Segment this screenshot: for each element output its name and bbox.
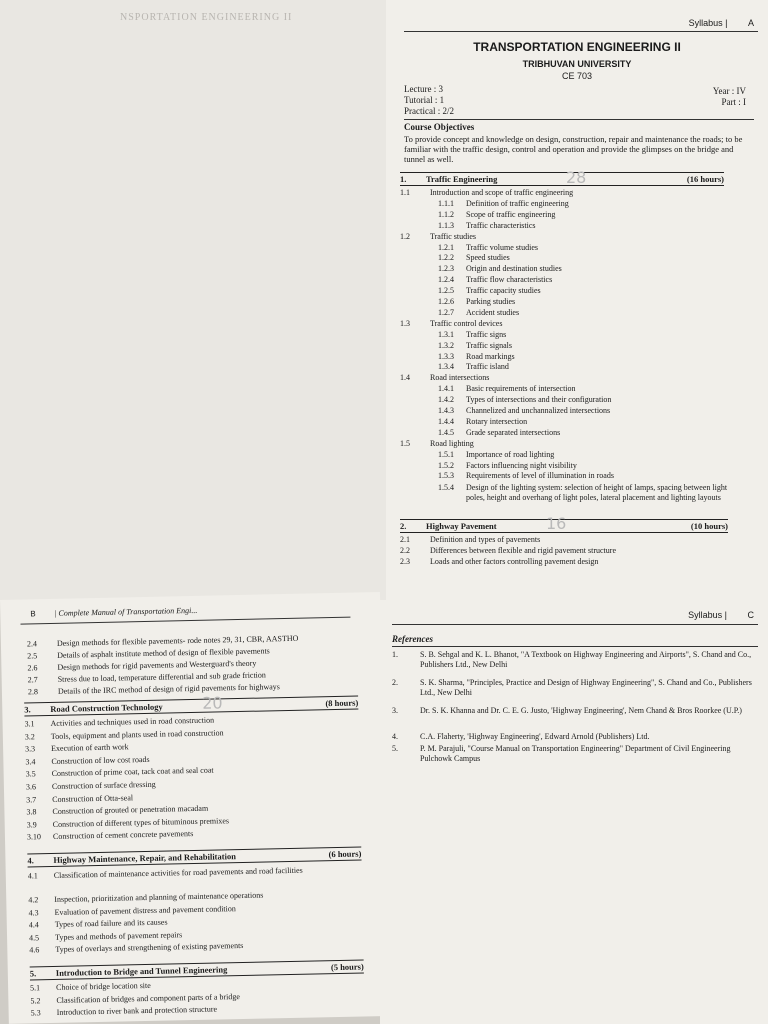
- unit-3-header: [24, 696, 358, 717]
- topic-text: Types of road failure and its causes: [54, 917, 168, 929]
- topic-text: Rotary intersection: [466, 416, 528, 426]
- topic-number: 5.: [392, 744, 398, 753]
- topic-text: Construction of different types of bituminous premixes: [52, 816, 230, 829]
- unit-number: 3.: [24, 704, 31, 715]
- objectives-heading: Course Objectives: [404, 122, 475, 132]
- topic-number: 1.2.6: [438, 297, 454, 306]
- unit-number: 2.: [400, 521, 407, 531]
- topic-number: 2.5: [27, 651, 38, 661]
- topic-text: Speed studies: [466, 253, 510, 263]
- topic-number: 1.4.4: [438, 416, 454, 426]
- topic-text: Design of the lighting system: selection of height of lamps, spacing between light poles, height and overhang of light poles, lateral placement and lighting layouts: [466, 483, 728, 502]
- topic-number: 1.5.4: [438, 483, 454, 492]
- topic-text: Types of intersections and their configuration: [466, 395, 612, 405]
- topic-text: Accident studies: [466, 307, 520, 317]
- topic-text: Stress due to load, temperature differential and sub grade friction: [57, 670, 266, 684]
- show-through-text: NSPORTATION ENGINEERING II: [120, 12, 293, 23]
- topic-number: 1.: [392, 650, 398, 659]
- topic-text: Design methods for rigid pavements and Westerguard's theory: [57, 658, 257, 672]
- unit-1-header: [400, 172, 724, 186]
- topic-text: Activities and techniques used in road construction: [50, 715, 215, 728]
- topic-number: 2.6: [27, 663, 38, 673]
- topic-number: 1.2.5: [438, 286, 454, 296]
- topic-number: 4.4: [28, 920, 39, 930]
- topic-number: 1.2.7: [438, 307, 454, 317]
- topic-number: 3.1: [24, 719, 35, 729]
- year: Year : IV: [712, 86, 746, 96]
- references-rule: [392, 646, 758, 647]
- topic-text: Tools, equipment and plants used in road construction: [50, 727, 224, 741]
- topic-number: 1.3.3: [438, 351, 454, 361]
- handwritten-note: 28: [566, 168, 587, 187]
- topic-number: 1.1.2: [438, 209, 454, 219]
- topic-number: 1.2.4: [438, 275, 454, 285]
- syllabus-page-b: [0, 592, 389, 1024]
- topic-text: S. B. Sehgal and K. L. Bhanot, "A Textbook on Highway Engineering and Airports", S. Chand and Co., Publishers Ltd., New Delhi: [420, 650, 752, 669]
- topic-number: 3.4: [25, 757, 36, 767]
- topic-text: Introduction to river bank and protection structure: [56, 1004, 218, 1017]
- topic-number: 2.8: [27, 687, 39, 697]
- handwritten-note: 16: [546, 514, 567, 533]
- page-number: A: [747, 18, 754, 28]
- topic-number: 1.4.5: [438, 427, 454, 437]
- unit-number: 1.: [400, 174, 407, 184]
- lecture-hours: Lecture : 3: [404, 84, 443, 94]
- topic-text: Road markings: [466, 351, 515, 361]
- topic-number: 3.8: [26, 807, 37, 817]
- topic-text: Basic requirements of intersection: [466, 384, 576, 394]
- syllabus-page-a: [386, 0, 768, 600]
- topic-text: Parking studies: [466, 297, 516, 306]
- syllabus-page-c: [380, 600, 768, 1024]
- practical-hours: Practical : 2/2: [404, 106, 454, 116]
- topic-number: 4.5: [28, 932, 40, 942]
- unit-hours: (8 hours): [325, 697, 359, 709]
- topic-text: Construction of grouted or penetration macadam: [52, 803, 209, 817]
- topic-text: Grade separated intersections: [466, 427, 561, 437]
- unit-title: Highway Pavement: [426, 521, 497, 531]
- year-part-block: [713, 86, 746, 108]
- course-title: TRANSPORTATION ENGINEERING II: [473, 40, 681, 54]
- header-label: Syllabus |: [688, 18, 728, 28]
- hours-block: [404, 84, 454, 117]
- unit-hours: (6 hours): [328, 848, 362, 860]
- topic-text: Introduction and scope of traffic engineering: [430, 188, 574, 197]
- topic-text: Importance of road lighting: [466, 449, 555, 459]
- part: Part : I: [721, 97, 746, 107]
- topic-text: Traffic flow characteristics: [466, 275, 553, 285]
- topic-text: Differences between flexible and rigid pavement structure: [430, 546, 616, 555]
- topic-text: Definition of traffic engineering: [466, 198, 569, 208]
- topic-number: 5.1: [30, 983, 41, 993]
- topic-number: 1.3.4: [438, 362, 454, 372]
- topic-number: 1.3: [400, 318, 410, 328]
- topic-text: Construction of cement concrete pavements: [52, 829, 194, 842]
- topic-text: Traffic island: [466, 362, 509, 372]
- topic-text: Construction of low cost roads: [51, 754, 150, 766]
- page-header: [689, 18, 754, 28]
- unit-5-header: [30, 959, 364, 980]
- unit-hours: (10 hours): [690, 521, 728, 531]
- topic-text: Definition and types of pavements: [430, 535, 541, 544]
- topic-text: Types of overlays and strengthening of existing pavements: [55, 940, 244, 954]
- topic-text: Inspection, prioritization and planning of maintenance operations: [54, 890, 264, 904]
- topic-number: 4.1: [27, 871, 38, 881]
- unit-title: Traffic Engineering: [426, 174, 498, 184]
- unit-title: Road Construction Technology: [50, 701, 163, 714]
- topic-text: Classification of maintenance activities for road pavements and road facilities: [53, 865, 303, 880]
- topic-number: 4.3: [28, 907, 39, 917]
- topic-number: 2.2: [400, 546, 410, 555]
- topic-text: Road lighting: [430, 438, 474, 448]
- page-number: B: [30, 609, 36, 619]
- topic-number: 1.2.3: [438, 264, 454, 274]
- topic-text: Traffic characteristics: [466, 220, 536, 230]
- topic-text: Details of asphalt institute method of design of flexible pavements: [57, 646, 270, 660]
- topic-number: 2.3: [400, 557, 410, 566]
- topic-number: 3.5: [25, 769, 36, 779]
- topic-text: Traffic signals: [466, 340, 512, 350]
- topic-text: Construction of surface dressing: [51, 779, 156, 791]
- handwritten-note: 20: [202, 693, 223, 713]
- topic-number: 1.3.1: [438, 329, 454, 339]
- header-label: Syllabus |: [688, 610, 727, 620]
- topic-number: 4.2: [28, 895, 39, 905]
- topic-number: 2.4: [26, 639, 38, 649]
- topic-text: Scope of traffic engineering: [466, 209, 556, 219]
- page-number: C: [747, 610, 754, 620]
- topic-number: 4.6: [29, 945, 40, 955]
- topic-text: C.A. Flaherty, 'Highway Engineering', Edward Arnold (Publishers) Ltd.: [420, 732, 650, 741]
- tutorial-hours: Tutorial : 1: [404, 95, 445, 105]
- header-rule: [404, 31, 758, 32]
- topic-number: 3.7: [26, 794, 37, 805]
- references-heading: References: [392, 634, 433, 644]
- blank-page-back: [0, 0, 386, 600]
- topic-number: 1.3.2: [438, 340, 454, 350]
- page-header: [688, 610, 754, 620]
- topic-number: 3.: [392, 706, 398, 715]
- topic-text: Loads and other factors controlling pavement design: [430, 557, 599, 566]
- topic-number: 1.1: [400, 188, 410, 197]
- topic-text: Construction of prime coat, tack coat and seal coat: [51, 765, 214, 779]
- unit-number: 5.: [29, 968, 37, 979]
- topic-text: Origin and destination studies: [466, 264, 562, 274]
- topic-text: Classification of bridges and component parts of a bridge: [56, 991, 240, 1005]
- university-name: TRIBHUVAN UNIVERSITY: [522, 59, 632, 69]
- topic-text: Types and methods of pavement repairs: [54, 929, 183, 942]
- topic-number: 1.4.1: [438, 384, 454, 394]
- topic-number: 3.10: [26, 832, 42, 842]
- topic-number: 1.4.2: [438, 395, 454, 405]
- topic-number: 1.5.3: [438, 471, 454, 481]
- topic-text: Traffic studies: [430, 231, 476, 241]
- topic-text: Construction of Otta-seal: [52, 792, 134, 804]
- topic-text: Choice of bridge location site: [56, 980, 151, 992]
- topic-number: 1.1.1: [438, 198, 454, 208]
- topic-text: Design methods for flexible pavements- rode notes 29, 31, CBR, AASTHO: [56, 633, 299, 648]
- topic-number: 3.6: [25, 782, 37, 792]
- topic-number: 3.3: [25, 744, 36, 754]
- topic-text: Channelized and unchannalized intersections: [466, 406, 611, 415]
- topic-text: P. M. Parajuli, "Course Manual on Transportation Engineering" Department of Civil Engineering Pulchowk Campus: [420, 744, 731, 763]
- topic-number: 1.5: [400, 438, 410, 448]
- unit-number: 4.: [27, 855, 34, 866]
- topic-number: 1.4.3: [438, 406, 454, 415]
- header-rule: [392, 624, 758, 625]
- topic-text: Evaluation of pavement distress and pavement condition: [54, 903, 236, 917]
- header-label: | Complete Manual of Transportation Engi...: [54, 605, 198, 618]
- topic-text: Execution of earth work: [51, 742, 129, 754]
- topic-text: Traffic signs: [466, 329, 507, 339]
- topic-text: Traffic volume studies: [466, 242, 538, 252]
- topic-number: 2.: [392, 678, 398, 687]
- topic-number: 5.2: [30, 995, 41, 1005]
- topic-number: 1.4: [400, 373, 410, 383]
- unit-title: Highway Maintenance, Repair, and Rehabilitation: [53, 851, 236, 865]
- topic-number: 1.2.2: [438, 253, 454, 263]
- topic-text: Road intersections: [430, 373, 490, 383]
- unit-hours: (16 hours): [686, 174, 724, 184]
- topic-number: 5.3: [30, 1008, 41, 1018]
- course-code: CE 703: [561, 71, 593, 81]
- objectives-text: To provide concept and knowledge on design, construction, repair and maintenance the roads; to be familiar with the traffic design, control and operation and provide the glimpses on the bridge and tunnel as well.: [404, 134, 743, 164]
- topic-text: Details of the IRC method of design of rigid pavements for highways: [57, 682, 280, 696]
- topic-number: 2.1: [400, 535, 410, 544]
- topic-number: 4.: [392, 732, 398, 741]
- unit-title: Introduction to Bridge and Tunnel Engineering: [55, 964, 228, 978]
- unit-4-header: [27, 846, 361, 867]
- topic-text: Traffic control devices: [430, 318, 503, 328]
- topic-text: Factors influencing night visibility: [466, 460, 577, 470]
- topic-text: Requirements of level of illumination in roads: [466, 471, 614, 481]
- topic-text: Traffic capacity studies: [466, 286, 541, 296]
- topic-number: 1.1.3: [438, 220, 454, 230]
- unit-hours: (5 hours): [330, 961, 364, 973]
- topic-number: 1.2.1: [438, 242, 454, 252]
- topic-number: 1.2: [400, 231, 410, 241]
- topic-text: S. K. Sharma, "Principles, Practice and Design of Highway Engineering", S. Chand and Co., Publishers Ltd., New Delhi: [420, 678, 752, 697]
- topic-number: 3.9: [26, 820, 37, 830]
- topic-number: 3.2: [24, 731, 35, 742]
- topic-number: 1.5.2: [438, 460, 454, 470]
- topic-number: 2.7: [27, 675, 38, 685]
- objectives-rule: [404, 119, 754, 120]
- topic-text: Dr. S. K. Khanna and Dr. C. E. G. Justo, 'Highway Engineering', Nem Chand & Bros Roorkee (U.P.): [420, 706, 742, 715]
- topic-number: 1.5.1: [438, 449, 454, 459]
